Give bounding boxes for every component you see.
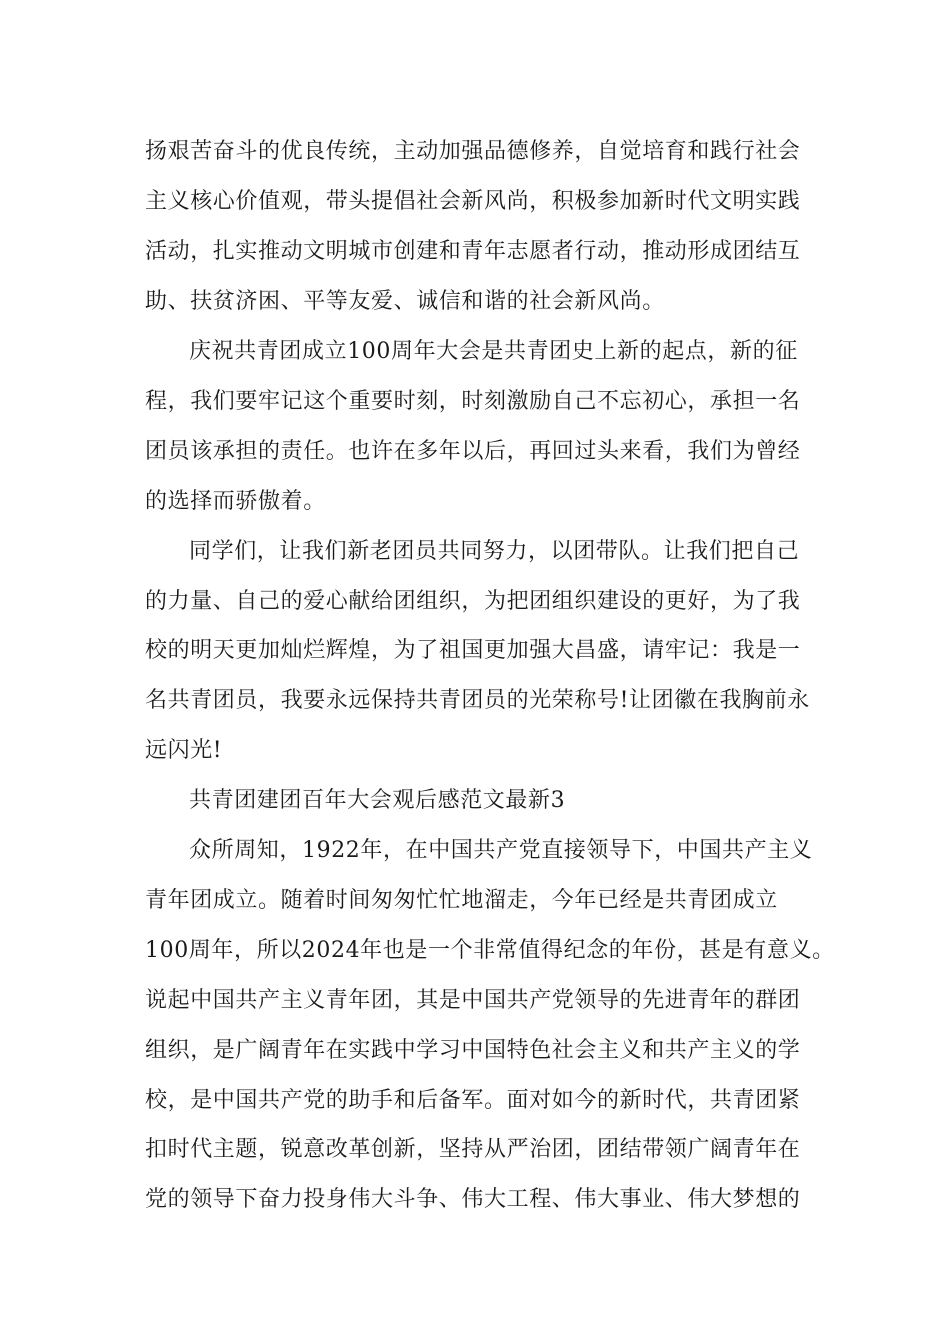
paragraph-first-line: 庆祝共青团成立100周年大会是共青团史上新的起点，新的征 (189, 339, 798, 364)
text-line: 说起中国共产主义青年团，其是中国共产党领导的先进青年的群团 (145, 988, 801, 1013)
text-line: 团员该承担的责任。也许在多年以后，再回过头来看，我们为曾经 (145, 439, 801, 464)
text-line: 扬艰苦奋斗的优良传统，主动加强品德修养，自觉培育和践行社会 (145, 139, 801, 164)
text-line: 远闪光! (145, 738, 223, 763)
paragraph-first-line: 众所周知，1922年，在中国共产党直接领导下，中国共产主义 (189, 838, 813, 863)
text-line: 组织，是广阔青年在实践中学习中国特色社会主义和共产主义的学 (145, 1038, 801, 1063)
text-line: 的选择而骄傲着。 (145, 489, 326, 514)
text-line: 主义核心价值观，带头提倡社会新风尚，积极参加新时代文明实践 (145, 189, 801, 214)
paragraph-first-line: 同学们，让我们新老团员共同努力，以团带队。让我们把自己 (189, 539, 800, 564)
section-heading: 共青团建团百年大会观后感范文最新3 (189, 788, 566, 813)
text-line: 扣时代主题，锐意改革创新，坚持从严治团，团结带领广阔青年在 (145, 1137, 801, 1162)
text-line: 助、扶贫济困、平等友爱、诚信和谐的社会新风尚。 (145, 289, 665, 314)
text-line: 青年团成立。随着时间匆匆忙忙地溜走，今年已经是共青团成立 (145, 888, 778, 913)
text-line: 的力量、自己的爱心献给团组织，为把团组织建设的更好，为了我 (145, 589, 801, 614)
text-line: 校的明天更加灿烂辉煌，为了祖国更加强大昌盛，请牢记：我是一 (145, 638, 801, 663)
text-line: 程，我们要牢记这个重要时刻，时刻激励自己不忘初心，承担一名 (145, 389, 801, 414)
text-line: 党的领导下奋力投身伟大斗争、伟大工程、伟大事业、伟大梦想的 (145, 1187, 801, 1212)
text-line: 校，是中国共产党的助手和后备军。面对如今的新时代，共青团紧 (145, 1088, 801, 1113)
text-line: 名共青团员，我要永远保持共青团员的光荣称号!让团徽在我胸前永 (145, 688, 810, 713)
text-line: 活动，扎实推动文明城市创建和青年志愿者行动，推动形成团结互 (145, 239, 801, 264)
text-line: 100周年，所以2024年也是一个非常值得纪念的年份，甚是有意义。 (145, 938, 835, 963)
